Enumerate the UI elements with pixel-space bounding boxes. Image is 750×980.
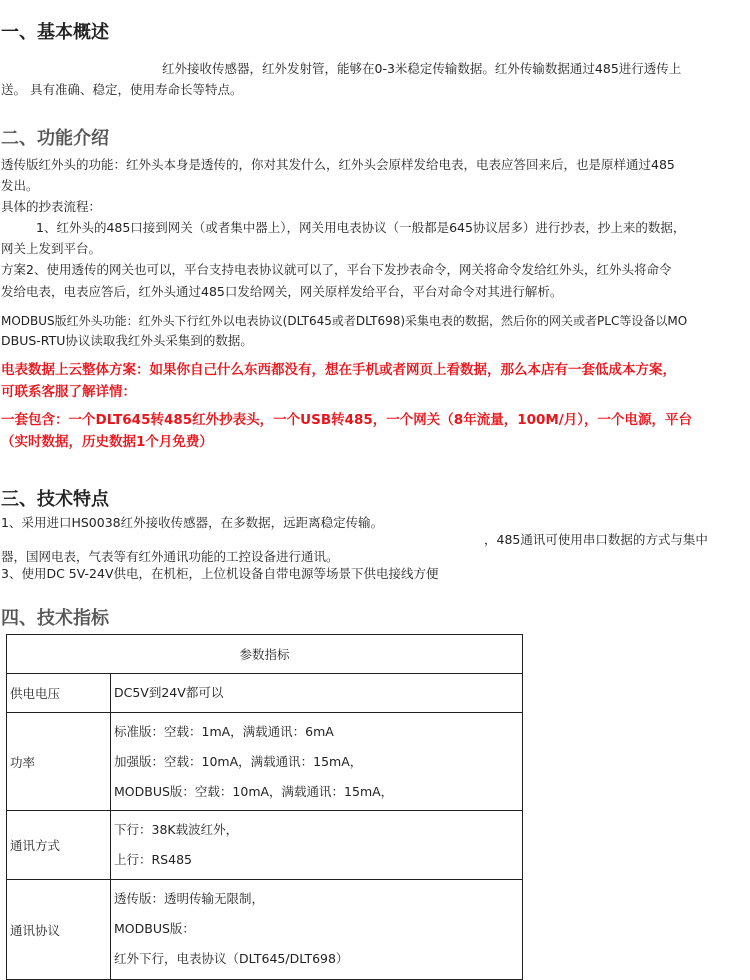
cell-line: 加强版：空载：10mA，满载通讯：15mA，	[114, 753, 363, 769]
function-line-5: 网关上发到平台。	[1, 241, 102, 256]
overview-line-1: 红外接收传感器，红外发射管，能够在0-3米稳定传输数据。红外传输数据通过485进行透传上	[162, 61, 682, 76]
row-label-power-voltage: 供电电压	[7, 674, 111, 713]
feature-line-1: 1、采用进口HS0038红外接收传感器，在多数据，远距离稳定传输。	[1, 515, 384, 530]
cell-line: 下行：38K载波红外，	[114, 822, 239, 837]
table-row	[7, 811, 523, 880]
overview-line-2: 送。 具有准确、稳定，使用寿命长等特点。	[1, 82, 243, 97]
section-2-title: 二、功能介绍	[1, 128, 109, 149]
function-line-3: 具体的抄表流程：	[1, 199, 102, 214]
row-label-power: 功率	[7, 713, 111, 811]
cell-line: MODBUS版：空载：10mA，满载通讯：15mA，	[114, 783, 394, 799]
function-line-4: 1、红外头的485口接到网关（或者集中器上），网关用电表协议（一般都是645协议居多）进行抄表，抄上来的数据，	[36, 220, 686, 235]
cloud-solution-line-1: 电表数据上云整体方案：如果你自己什么东西都没有，想在手机或者网页上看数据，那么本店有一套低成本方案，	[1, 362, 676, 378]
cell-line: 红外下行，电表协议（DLT645/DLT698）	[114, 951, 349, 966]
cell-line: DC5V到24V都可以	[114, 685, 224, 700]
function-line-6: 方案2、使用透传的网关也可以，平台支持电表协议就可以了，平台下发抄表命令，网关将命令发给红外头，红外头将命令	[1, 262, 672, 277]
feature-line-4: 3、使用DC 5V-24V供电，在机柜，上位机设备自带电源等场景下供电接线方便	[1, 566, 439, 581]
function-line-8: MODBUS版红外头功能：红外头下行红外以电表协议(DLT645或者DLT698)采集电表的数据，然后你的网关或者PLC等设备以MO	[1, 314, 688, 328]
function-line-9: DBUS-RTU协议读取我红外头采集到的数据。	[1, 333, 253, 348]
cell-line: MODBUS版：	[114, 921, 195, 936]
table-row	[7, 880, 523, 980]
table-row	[7, 635, 523, 674]
cell-line: 标准版：空载：1mA，满载通讯：6mA	[114, 723, 334, 739]
row-value-power-voltage	[111, 674, 523, 713]
section-1-title: 一、基本概述	[1, 22, 109, 43]
cell-line: 上行：RS485	[114, 852, 192, 867]
row-value-comm-mode	[111, 811, 523, 880]
section-3-title: 三、技术特点	[1, 489, 109, 510]
section-4-title: 四、技术指标	[1, 608, 109, 629]
package-line-2: （实时数据，历史数据1个月免费）	[1, 434, 213, 450]
package-line-1: 一套包含：一个DLT645转485红外抄表头，一个USB转485，一个网关（8年流量，100M/月），一个电源，平台	[1, 412, 692, 428]
feature-line-2: ，485通讯可使用串口数据的方式与集中	[484, 532, 708, 547]
row-label-comm-protocol: 通讯协议	[7, 880, 111, 980]
function-line-1: 透传版红外头的功能：红外头本身是透传的，你对其发什么，红外头会原样发给电表，电表应答回来后，也是原样通过485	[1, 157, 675, 172]
cloud-solution-line-2: 可联系客服了解详情：	[1, 384, 136, 400]
row-label-comm-mode: 通讯方式	[7, 811, 111, 880]
table-row	[7, 674, 523, 713]
feature-line-3: 器，国网电表，气表等有红外通讯功能的工控设备进行通讯。	[1, 549, 339, 564]
function-line-7: 发给电表，电表应答后，红外头通过485口发给网关，网关原样发给平台，平台对命令对其进行解析。	[1, 284, 563, 299]
table-header: 参数指标	[7, 635, 523, 674]
row-value-comm-protocol	[111, 880, 523, 980]
row-value-power	[111, 713, 523, 811]
spec-table	[6, 634, 523, 980]
cell-line: 透传版：透明传输无限制，	[114, 891, 265, 906]
function-line-2: 发出。	[1, 178, 39, 193]
table-row	[7, 713, 523, 811]
